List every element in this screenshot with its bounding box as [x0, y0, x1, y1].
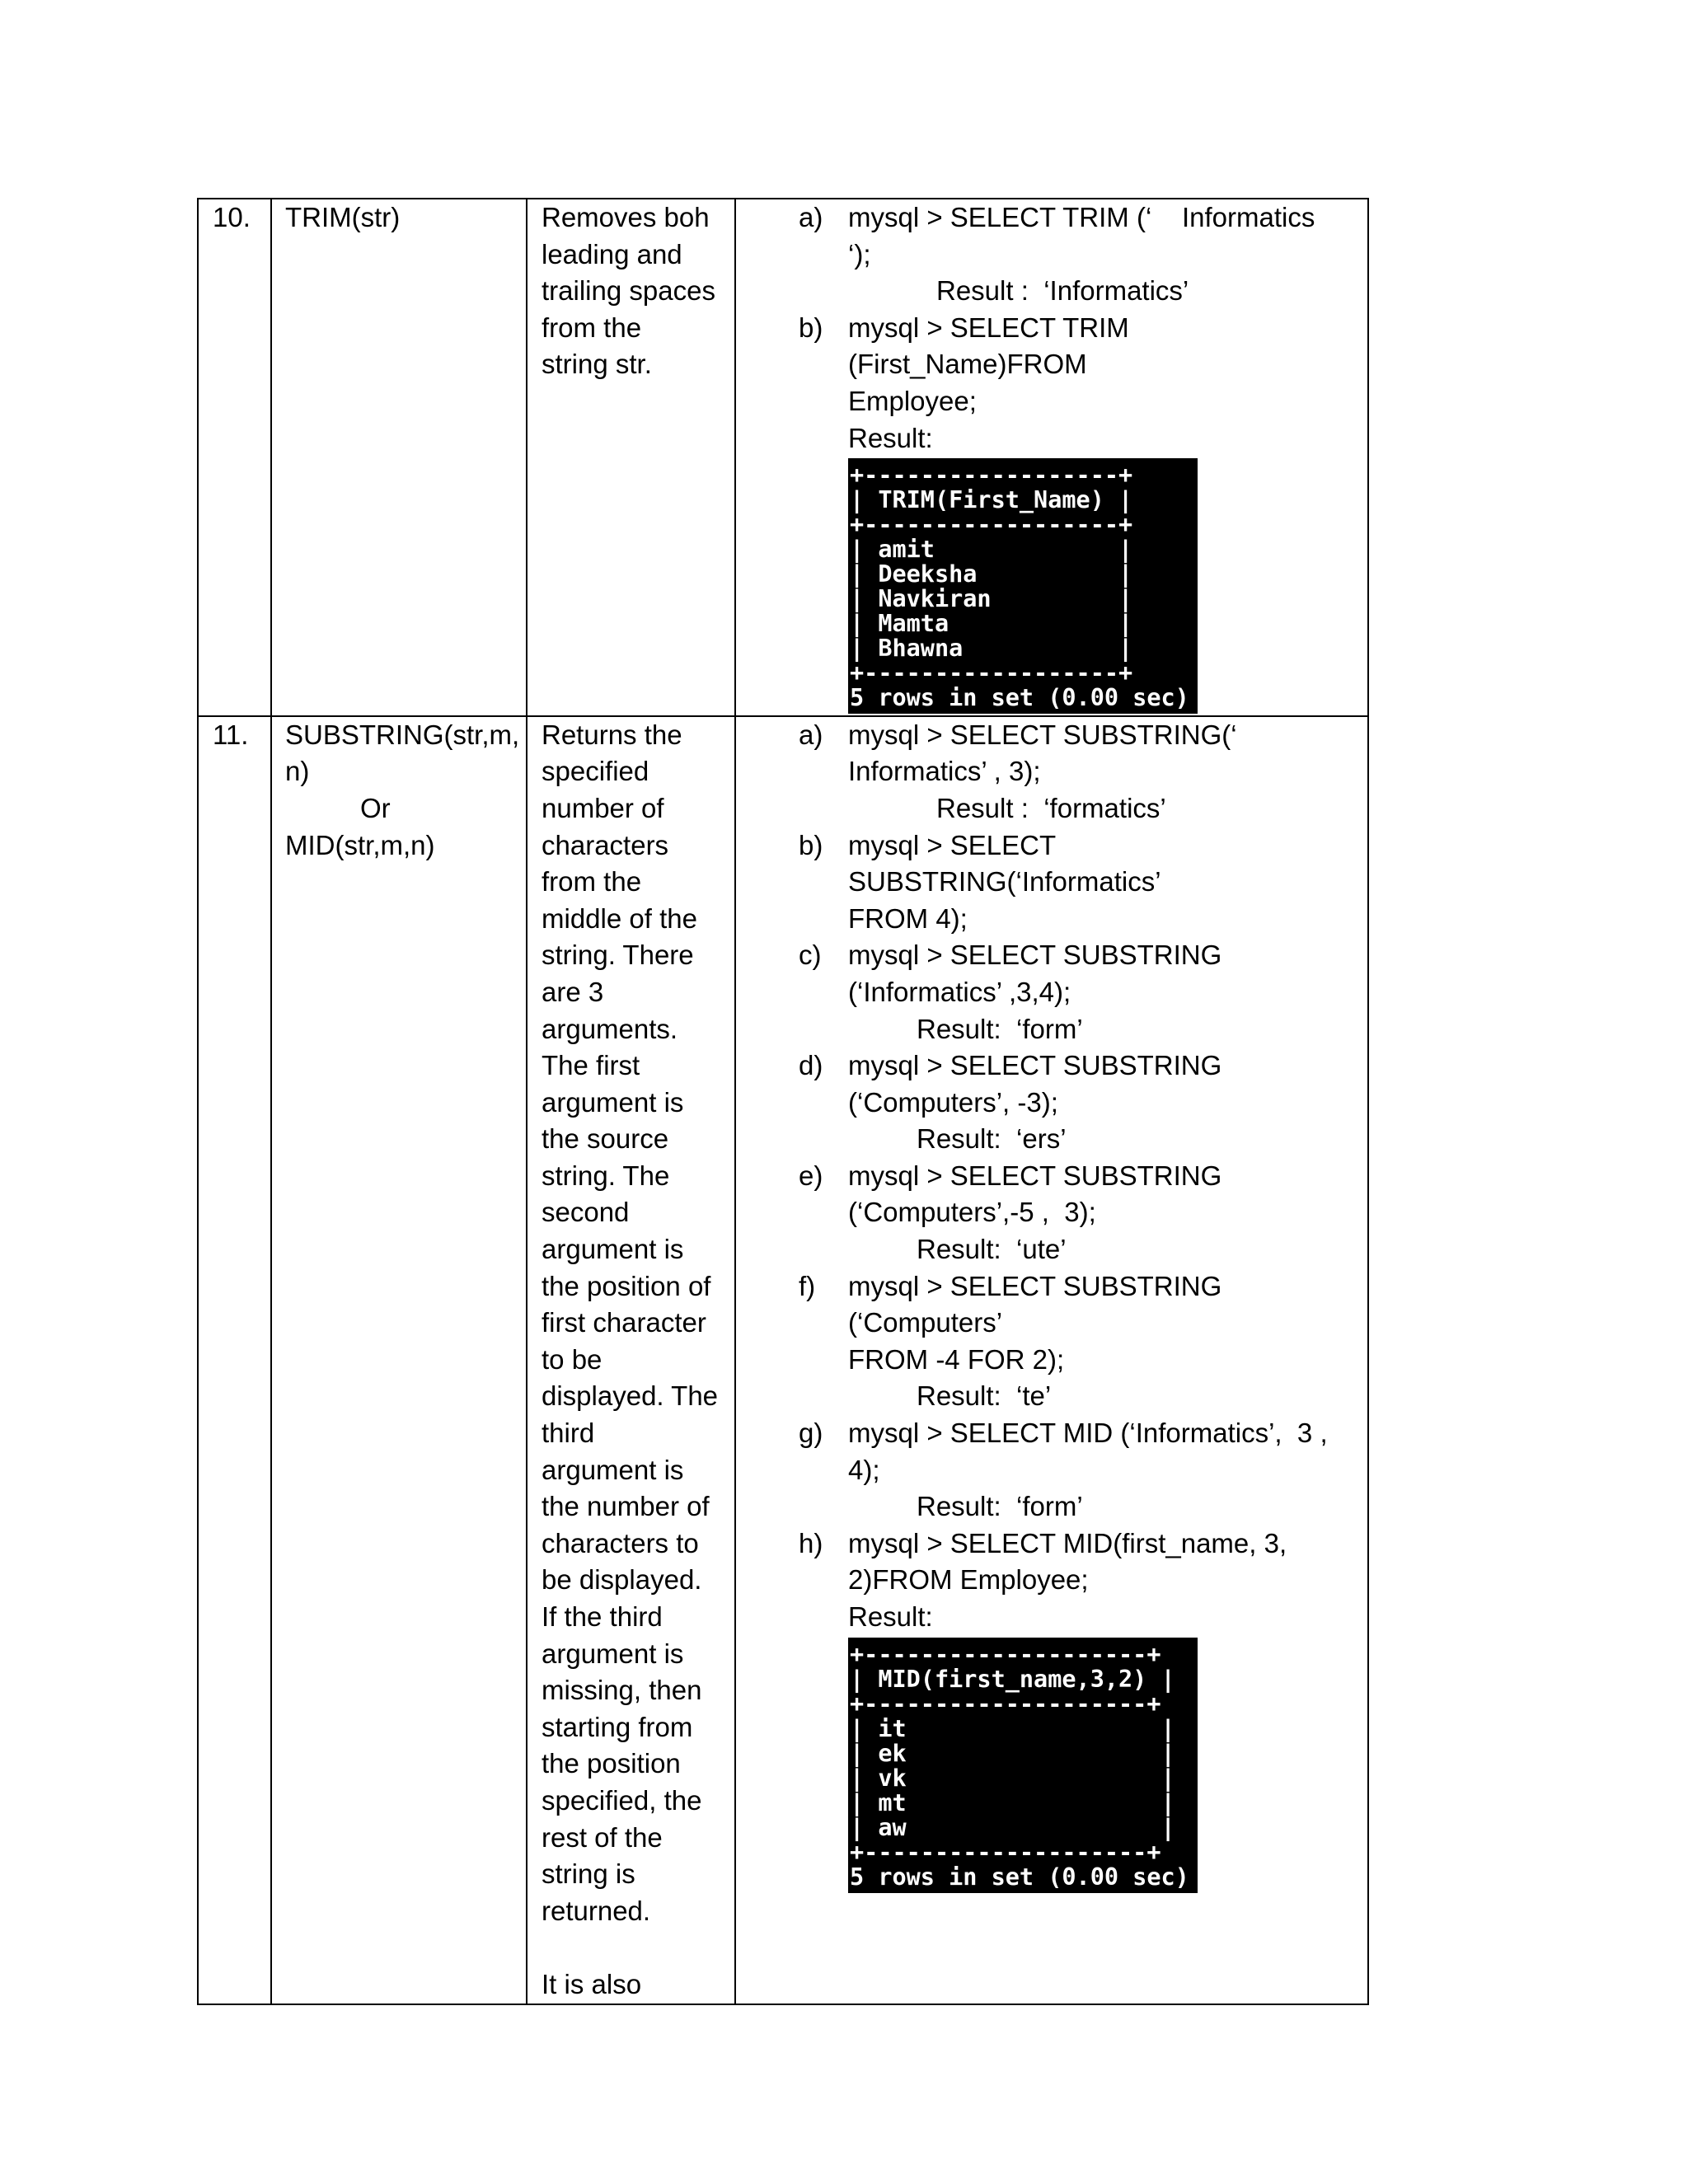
example-letter: h): [799, 1527, 823, 1558]
description-line: the position: [542, 1748, 681, 1779]
description-line: missing, then: [542, 1675, 702, 1706]
console-output-wrap: [736, 1636, 1367, 1895]
description-line: The first: [542, 1050, 640, 1081]
function-name-line: n): [285, 756, 310, 787]
console-line: | TRIM(First_Name) |: [850, 486, 1133, 514]
description-line: If the third: [542, 1601, 663, 1632]
examples-cell: [735, 199, 1368, 716]
example-result: Result : ‘Informatics’: [936, 275, 1189, 307]
example-letter: d): [799, 1050, 823, 1081]
description-line: first character: [542, 1307, 706, 1338]
example-item: [736, 717, 1367, 827]
description-line: It is also: [542, 1968, 642, 1999]
example-letter-wrap: [736, 1158, 848, 1268]
description-line: string. There: [542, 940, 694, 971]
example-letter-wrap: [736, 937, 848, 1047]
example-query-line: mysql > SELECT TRIM (‘ Informatics: [848, 202, 1315, 232]
example-item: [736, 1047, 1367, 1158]
description-line: [542, 1929, 734, 1966]
example-item: [736, 827, 1367, 938]
function-name: [272, 717, 526, 864]
function-cell: [271, 199, 527, 716]
description-line: arguments.: [542, 1013, 678, 1044]
example-result: Result : ‘formatics’: [936, 792, 1166, 823]
row-number: 11.: [213, 719, 249, 750]
console-line: | ek |: [850, 1739, 1175, 1767]
console-line: | vk |: [850, 1764, 1175, 1792]
example-result: Result: ‘form’: [917, 1013, 1083, 1044]
example-letter: f): [799, 1270, 816, 1301]
example-item: [736, 1415, 1367, 1526]
example-item: [736, 937, 1367, 1047]
table-row: [198, 716, 1368, 2004]
description-line: string str.: [542, 349, 652, 380]
example-query-line: mysql > SELECT SUBSTRING(‘Informatics’: [848, 829, 1161, 898]
example-query-line: (‘Computers’,-5 , 3);: [848, 1197, 1096, 1228]
example-body: [848, 1268, 1367, 1415]
example-letter: b): [799, 312, 823, 343]
console-line: | Deeksha |: [850, 560, 1133, 588]
example-item: [736, 310, 1367, 457]
example-query-line: (‘Informatics’ ,3,4);: [848, 976, 1071, 1007]
example-letter: b): [799, 829, 823, 860]
example-item: [736, 1268, 1367, 1415]
description-line: middle of the: [542, 902, 697, 934]
console-output: [848, 458, 1198, 714]
example-letter: g): [799, 1418, 823, 1449]
example-letter: a): [799, 719, 823, 750]
description-line: from the: [542, 866, 642, 898]
description-line: the number of: [542, 1491, 710, 1522]
console-line: +------------------+: [850, 511, 1133, 539]
example-result: Result: ‘ute’: [917, 1234, 1067, 1265]
example-body: [848, 1047, 1367, 1158]
description-line: Returns the: [542, 719, 682, 750]
console-output-wrap: [736, 457, 1367, 715]
example-letter-wrap: [736, 827, 848, 938]
example-query-line: (‘Computers’, -3);: [848, 1086, 1058, 1118]
example-result: Result: ‘te’: [917, 1380, 1052, 1412]
console-line: | Navkiran |: [850, 585, 1133, 613]
example-query-line: mysql > SELECT SUBSTRING (‘Computers’: [848, 1270, 1230, 1338]
example-result: Result:: [848, 422, 933, 453]
row-number-cell: [198, 716, 271, 2004]
functions-table: [197, 198, 1369, 2005]
example-body: [848, 310, 1367, 457]
example-query-line: ‘);: [848, 238, 871, 269]
description-line: argument is: [542, 1638, 684, 1669]
console-line: | MID(first_name,3,2) |: [850, 1665, 1175, 1693]
example-query-line: mysql > SELECT MID(first_name, 3,: [848, 1527, 1287, 1558]
description: [528, 199, 734, 383]
description-line: second: [542, 1197, 630, 1228]
example-letter-wrap: [736, 1526, 848, 1636]
description-line: string is: [542, 1858, 635, 1890]
example-result: Result: ‘form’: [917, 1491, 1083, 1522]
example-item: [736, 1526, 1367, 1636]
function-name-line: TRIM(str): [285, 202, 401, 232]
console-line: +--------------------+: [850, 1690, 1161, 1718]
example-result: Result:: [848, 1601, 933, 1632]
example-query-line: Employee;: [848, 385, 977, 416]
description-cell: [527, 716, 735, 2004]
console-line: | it |: [850, 1714, 1175, 1742]
example-query-line: mysql > SELECT SUBSTRING: [848, 1160, 1222, 1191]
description-line: characters to: [542, 1527, 699, 1558]
example-query-line: mysql > SELECT MID (‘Informatics’, 3 ,: [848, 1418, 1328, 1449]
description-line: returned.: [542, 1895, 651, 1926]
description-line: are 3: [542, 976, 604, 1007]
description-line: string. The: [542, 1160, 670, 1191]
examples-list: [736, 717, 1367, 1894]
examples-list: [736, 199, 1367, 715]
functions-table-body: [198, 199, 1368, 2004]
description-line: argument is: [542, 1234, 684, 1265]
example-letter-wrap: [736, 1415, 848, 1526]
example-query-line: mysql > SELECT SUBSTRING(‘: [848, 719, 1237, 750]
example-letter-wrap: [736, 717, 848, 827]
description-line: trailing spaces: [542, 275, 715, 307]
example-body: [848, 937, 1367, 1047]
description-line: leading and: [542, 238, 682, 269]
description-line: displayed. The: [542, 1380, 719, 1412]
example-body: [848, 199, 1367, 310]
example-letter-wrap: [736, 310, 848, 457]
console-line: | Bhawna |: [850, 635, 1133, 663]
console-line: | aw |: [850, 1813, 1175, 1841]
description-line: starting from: [542, 1711, 693, 1742]
example-query-line: 4);: [848, 1454, 880, 1485]
example-query-line: Informatics’ , 3);: [848, 756, 1041, 787]
example-query-line: 2)FROM Employee;: [848, 1564, 1089, 1596]
description-line: the position of: [542, 1270, 711, 1301]
function-name-line: Or: [360, 792, 391, 823]
example-body: [848, 1526, 1367, 1636]
console-line: +--------------------+: [850, 1640, 1161, 1668]
examples-cell: [735, 716, 1368, 2004]
example-letter: a): [799, 202, 823, 232]
description-line: be displayed.: [542, 1564, 702, 1596]
description-line: third: [542, 1418, 595, 1449]
description-line: argument is: [542, 1086, 684, 1118]
example-body: [848, 1415, 1367, 1526]
console-line: | amit |: [850, 536, 1133, 564]
console-line: | mt |: [850, 1788, 1175, 1816]
example-query-line: mysql > SELECT SUBSTRING: [848, 940, 1222, 971]
console-line: +------------------+: [850, 659, 1133, 687]
example-letter-wrap: [736, 199, 848, 310]
description-cell: [527, 199, 735, 716]
table-row: [198, 199, 1368, 716]
example-query-line: FROM 4);: [848, 902, 968, 934]
description-line: rest of the: [542, 1821, 663, 1853]
example-item: [736, 1158, 1367, 1268]
description-line: specified, the: [542, 1784, 702, 1816]
console-line: +--------------------+: [850, 1838, 1161, 1866]
example-letter: c): [799, 940, 822, 971]
row-number: 10.: [213, 202, 251, 232]
example-result: Result: ‘ers’: [917, 1123, 1067, 1155]
description-line: argument is: [542, 1454, 684, 1485]
console-line: +------------------+: [850, 462, 1133, 490]
function-cell: [271, 716, 527, 2004]
description: [528, 717, 734, 2004]
description-line: the source: [542, 1123, 669, 1155]
description-line: to be: [542, 1343, 603, 1375]
example-item: [736, 199, 1367, 310]
example-body: [848, 717, 1367, 827]
console-line: | Mamta |: [850, 610, 1133, 638]
row-number-cell: [198, 199, 271, 716]
example-letter-wrap: [736, 1047, 848, 1158]
example-query-line: mysql > SELECT SUBSTRING: [848, 1050, 1222, 1081]
function-name: [272, 199, 526, 237]
console-output: [848, 1638, 1198, 1893]
function-name-line: MID(str,m,n): [285, 829, 435, 860]
description-line: from the: [542, 312, 642, 343]
function-name-line: SUBSTRING(str,m,: [285, 719, 520, 750]
description-line: Removes boh: [542, 202, 710, 232]
example-letter: e): [799, 1160, 823, 1191]
console-line: 5 rows in set (0.00 sec): [850, 684, 1189, 712]
console-line: 5 rows in set (0.00 sec): [850, 1863, 1189, 1891]
description-line: specified: [542, 756, 649, 787]
example-body: [848, 827, 1367, 938]
example-query-line: FROM -4 FOR 2);: [848, 1343, 1065, 1375]
description-line: number of: [542, 792, 664, 823]
example-query-line: mysql > SELECT TRIM (First_Name)FROM: [848, 312, 1137, 380]
description-line: characters: [542, 829, 669, 860]
example-letter-wrap: [736, 1268, 848, 1415]
example-body: [848, 1158, 1367, 1268]
